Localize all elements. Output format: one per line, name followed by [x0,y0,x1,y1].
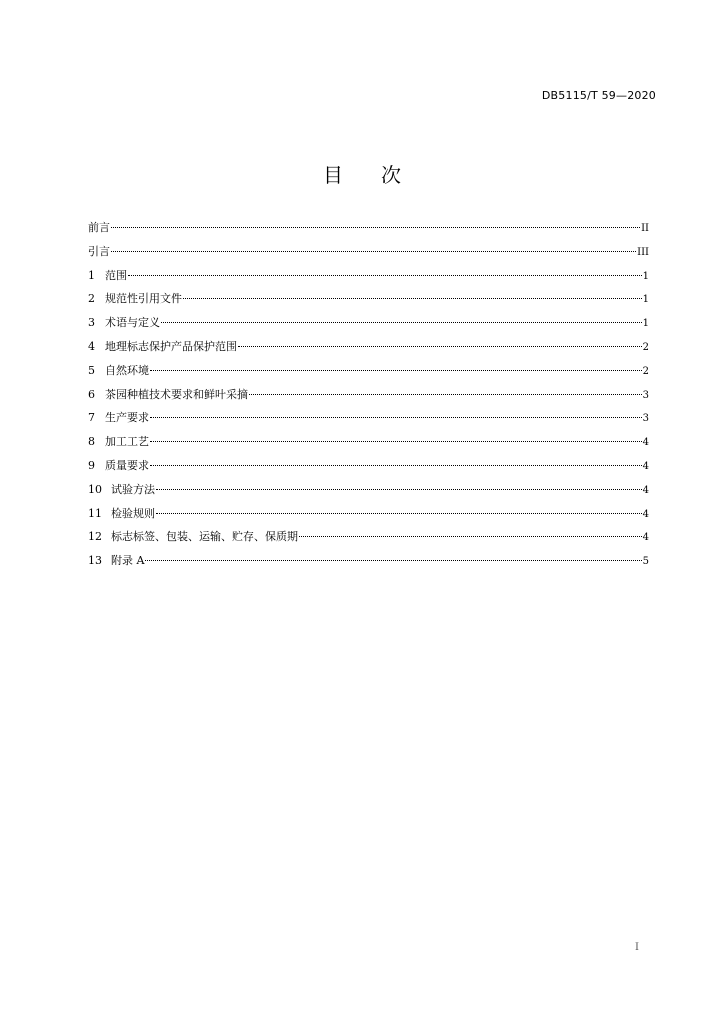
toc-entry[interactable] [88,313,649,337]
toc-entry[interactable] [88,385,649,409]
toc-entry[interactable] [88,480,649,504]
toc-entry[interactable] [88,408,649,432]
toc-dot-leader [111,226,640,228]
toc-entry[interactable] [88,432,649,456]
toc-dot-leader [249,393,642,395]
toc-dot-leader [150,440,642,442]
page-title [0,159,724,188]
toc-dot-leader [183,297,642,299]
toc-entry-number: 13 [88,554,102,568]
toc-entry-number: 9 [88,458,95,472]
toc-dot-leader [156,488,642,490]
toc-entry-label: 自然环境 [105,363,149,377]
table-of-contents [88,218,649,575]
toc-entry-label: 引言 [88,244,110,258]
toc-dot-leader [150,416,642,418]
toc-dot-leader [156,512,642,514]
toc-entry-page: III [637,246,649,258]
toc-entry-label: 质量要求 [105,458,149,472]
toc-entry-number: 5 [88,363,95,377]
toc-entry-label: 加工工艺 [105,435,149,449]
toc-entry-number: 4 [88,339,95,353]
toc-dot-leader [150,369,642,371]
toc-dot-leader [299,535,642,537]
toc-entry-number: 8 [88,435,95,449]
toc-entry[interactable] [88,504,649,528]
page-number: I [635,942,639,953]
toc-entry-label: 前言 [88,221,110,234]
toc-entry-page: 3 [642,389,649,401]
toc-entry-number: 11 [88,506,102,520]
toc-entry-label: 术语与定义 [105,316,160,330]
toc-entry-page: 4 [642,532,649,544]
toc-entry-page: 1 [642,270,649,282]
toc-dot-leader [161,321,642,323]
toc-entry-page: 1 [642,294,649,306]
toc-entry[interactable] [88,337,649,361]
toc-entry-page: 2 [642,341,649,353]
toc-entry[interactable] [88,527,649,551]
toc-entry-label: 检验规则 [111,506,155,520]
toc-entry[interactable] [88,361,649,385]
toc-entry-page: 4 [642,460,649,472]
toc-entry-label: 规范性引用文件 [105,292,182,306]
toc-entry-number: 1 [88,268,95,282]
title-part-2: 次 [381,163,401,187]
toc-entry[interactable] [88,266,649,290]
toc-entry-page: 5 [642,556,649,568]
toc-entry[interactable] [88,551,649,575]
toc-entry-label: 生产要求 [105,411,149,425]
toc-entry-label: 茶园种植技术要求和鲜叶采摘 [105,387,248,401]
toc-entry-page: 4 [642,437,649,449]
toc-entry-label: 试验方法 [111,482,155,496]
toc-dot-leader [238,345,642,347]
toc-entry-page: 2 [642,365,649,377]
toc-dot-leader [128,274,642,276]
toc-dot-leader [111,250,636,252]
toc-entry[interactable] [88,218,649,242]
toc-entry-number: 6 [88,387,95,401]
toc-entry-page: 4 [642,508,649,520]
toc-entry-page: 4 [642,484,649,496]
toc-entry-number: 7 [88,411,95,425]
toc-entry-label: 附录 A [111,554,145,568]
document-code: DB5115/T 59—2020 [541,89,656,102]
title-part-1: 目 [323,163,343,187]
toc-entry-page: 3 [642,413,649,425]
toc-entry-number: 3 [88,316,95,330]
toc-entry-number: 2 [88,292,95,306]
toc-entry[interactable] [88,242,649,266]
toc-entry-label: 标志标签、包装、运输、贮存、保质期 [111,530,298,544]
toc-entry-label: 地理标志保护产品保护范围 [105,339,237,353]
toc-entry[interactable] [88,289,649,313]
toc-entry[interactable] [88,456,649,480]
toc-dot-leader [145,559,641,561]
toc-entry-label: 范围 [105,268,127,282]
toc-entry-page: II [641,223,649,234]
toc-entry-number: 12 [88,530,102,544]
toc-entry-number: 10 [88,482,102,496]
toc-entry-page: 1 [642,318,649,330]
toc-dot-leader [150,464,642,466]
